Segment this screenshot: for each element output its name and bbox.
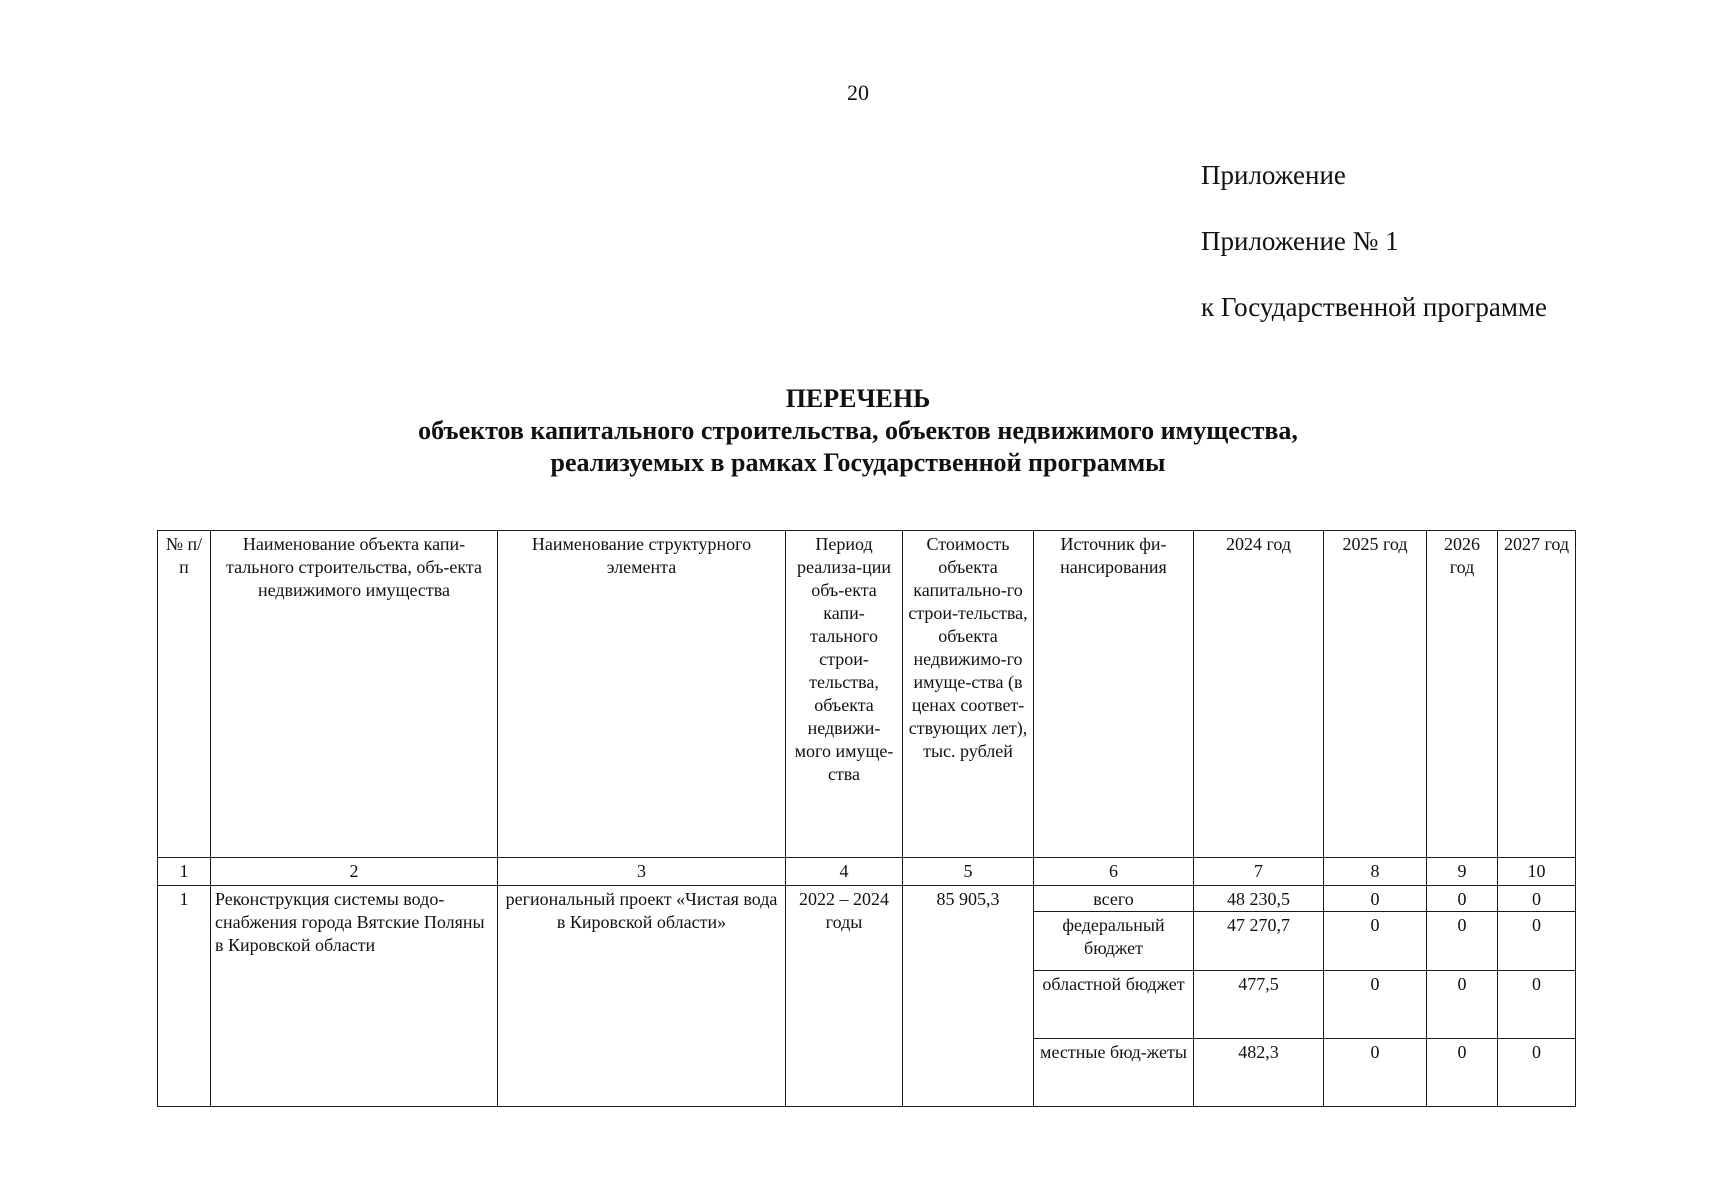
column-number-row — [158, 858, 1576, 886]
header-number: № п/п — [158, 531, 211, 858]
appendix-number: Приложение № 1 — [1201, 226, 1399, 256]
value-2024-cell: 477,5 — [1194, 971, 1324, 1039]
header-year-2027: 2027 год — [1498, 531, 1576, 858]
object-name-cell: Реконструкция системы водо-снабжения города Вятские Поляны в Кировской области — [211, 886, 498, 1107]
value-2026-cell: 0 — [1427, 971, 1498, 1039]
value-2025-cell: 0 — [1324, 886, 1427, 912]
title-line-3: реализуемых в рамках Государственной программы — [550, 448, 1166, 477]
header-year-2025: 2025 год — [1324, 531, 1427, 858]
value-2025-cell: 0 — [1324, 1039, 1427, 1107]
funding-source-cell: всего — [1034, 886, 1194, 912]
column-number: 2 — [211, 858, 498, 886]
value-2027-cell: 0 — [1498, 971, 1576, 1039]
table-row — [158, 886, 1576, 912]
value-2027-cell: 0 — [1498, 886, 1576, 912]
period-cell: 2022 – 2024 годы — [786, 886, 903, 1107]
column-number: 4 — [786, 858, 903, 886]
column-number: 10 — [1498, 858, 1576, 886]
value-2027-cell: 0 — [1498, 1039, 1576, 1107]
value-2024-cell: 47 270,7 — [1194, 912, 1324, 971]
value-2025-cell: 0 — [1324, 971, 1427, 1039]
header-object-name: Наименование объекта капи-тального строительства, объ-екта недвижимого имущества — [211, 531, 498, 858]
value-2024-cell: 48 230,5 — [1194, 886, 1324, 912]
document-title — [0, 383, 1716, 479]
cost-cell: 85 905,3 — [903, 886, 1034, 1107]
column-number: 5 — [903, 858, 1034, 886]
header-period: Период реализа-ции объ-екта капи-тального строи-тельства, объекта недвижи-мого имуще-ства — [786, 531, 903, 858]
column-number: 1 — [158, 858, 211, 886]
table-header-row — [158, 531, 1576, 858]
header-cost: Стоимость объекта капитально-го строи-тельства, объекта недвижимо-го имуще-ства (в ценах соответ-ствующих лет), тыс. рублей — [903, 531, 1034, 858]
column-number: 8 — [1324, 858, 1427, 886]
header-year-2024: 2024 год — [1194, 531, 1324, 858]
title-line-1: ПЕРЕЧЕНЬ — [785, 384, 931, 413]
appendix-program-reference: к Государственной программе — [1201, 292, 1548, 322]
page-number: 20 — [847, 80, 869, 105]
header-year-2026: 2026 год — [1427, 531, 1498, 858]
value-2026-cell: 0 — [1427, 1039, 1498, 1107]
appendix-label: Приложение — [1201, 160, 1346, 190]
row-number: 1 — [158, 886, 211, 1107]
header-structural-element: Наименование структурного элемента — [498, 531, 786, 858]
structural-element-cell: региональный проект «Чистая вода в Кировской области» — [498, 886, 786, 1107]
title-line-2: объектов капитального строительства, объектов недвижимого имущества, — [418, 416, 1298, 445]
column-number: 6 — [1034, 858, 1194, 886]
funding-source-cell: федеральный бюджет — [1034, 912, 1194, 971]
value-2025-cell: 0 — [1324, 912, 1427, 971]
column-number: 7 — [1194, 858, 1324, 886]
header-funding-source: Источник фи-нансирования — [1034, 531, 1194, 858]
value-2026-cell: 0 — [1427, 912, 1498, 971]
funding-source-cell: областной бюджет — [1034, 971, 1194, 1039]
value-2026-cell: 0 — [1427, 886, 1498, 912]
value-2024-cell: 482,3 — [1194, 1039, 1324, 1107]
column-number: 9 — [1427, 858, 1498, 886]
column-number: 3 — [498, 858, 786, 886]
objects-register-table — [157, 530, 1576, 1107]
funding-source-cell: местные бюд-жеты — [1034, 1039, 1194, 1107]
value-2027-cell: 0 — [1498, 912, 1576, 971]
